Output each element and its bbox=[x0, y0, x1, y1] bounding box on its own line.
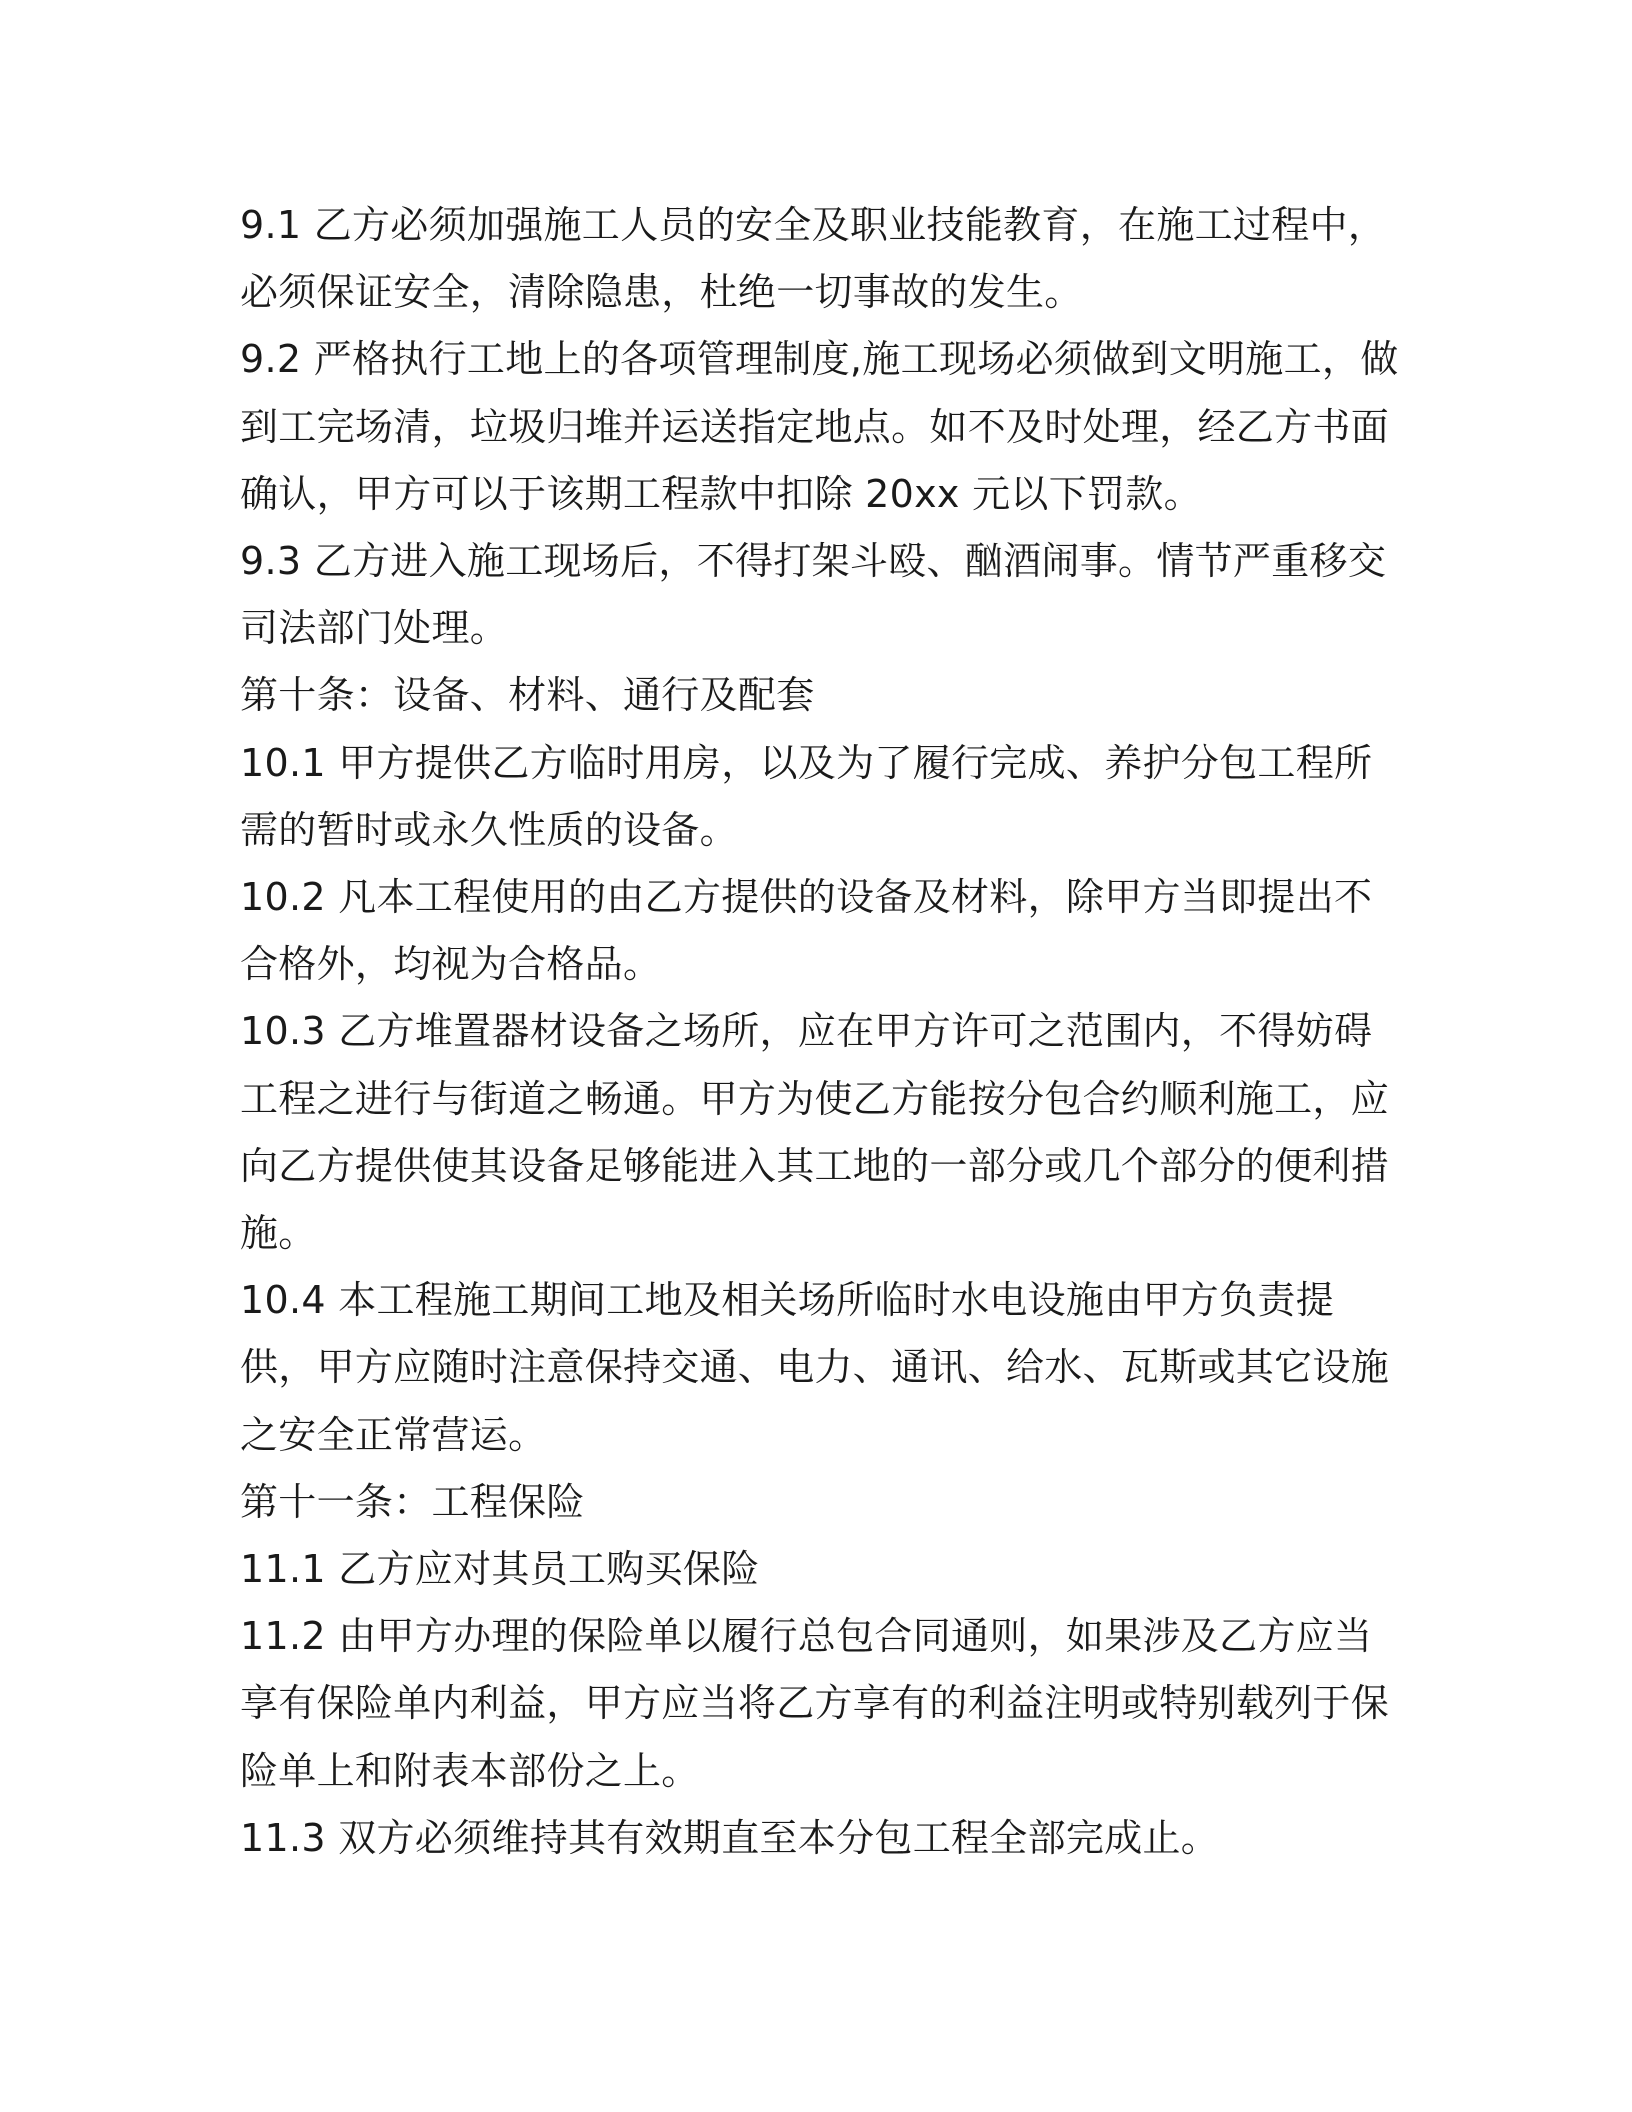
article-10-heading: 第十条：设备、材料、通行及配套 bbox=[240, 673, 815, 718]
clause-11-3: 11.3 双方必须维持其有效期直至本分包工程全部完成止。 bbox=[240, 1815, 1220, 1860]
document-body bbox=[240, 192, 1400, 1872]
clause-10-3: 10.3 乙方堆置器材设备之场所，应在甲方许可之范围内，不得妨碍工程之进行与街道之畅通。甲方为使乙方能按分包合约顺利施工，应向乙方提供使其设备足够能进入其工地的一部分或几个部分的便利措施。 bbox=[240, 1009, 1390, 1256]
clause-9-1: 9.1 乙方必须加强施工人员的安全及职业技能教育，在施工过程中，必须保证安全，清除隐患，杜绝一切事故的发生。 bbox=[240, 203, 1387, 315]
clause-11-2: 11.2 由甲方办理的保险单以履行总包合同通则，如果涉及乙方应当享有保险单内利益，甲方应当将乙方享有的利益注明或特别载列于保险单上和附表本部份之上。 bbox=[240, 1614, 1390, 1793]
article-11-heading: 第十一条：工程保险 bbox=[240, 1479, 585, 1524]
clause-10-1: 10.1 甲方提供乙方临时用房，以及为了履行完成、养护分包工程所需的暂时或永久性质的设备。 bbox=[240, 740, 1373, 852]
clause-9-2: 9.2 严格执行工地上的各项管理制度,施工现场必须做到文明施工，做到工完场清，垃圾归堆并运送指定地点。如不及时处理，经乙方书面确认，甲方可以于该期工程款中扣除 20xx 元以下罚款。 bbox=[240, 337, 1399, 516]
clause-9-3: 9.3 乙方进入施工现场后，不得打架斗殴、酗酒闹事。情节严重移交司法部门处理。 bbox=[240, 539, 1387, 651]
clause-10-2: 10.2 凡本工程使用的由乙方提供的设备及材料，除甲方当即提出不合格外，均视为合格品。 bbox=[240, 875, 1373, 987]
clause-11-1: 11.1 乙方应对其员工购买保险 bbox=[240, 1547, 760, 1592]
clause-10-4: 10.4 本工程施工期间工地及相关场所临时水电设施由甲方负责提供，甲方应随时注意保持交通、电力、通讯、给水、瓦斯或其它设施之安全正常营运。 bbox=[240, 1278, 1390, 1457]
